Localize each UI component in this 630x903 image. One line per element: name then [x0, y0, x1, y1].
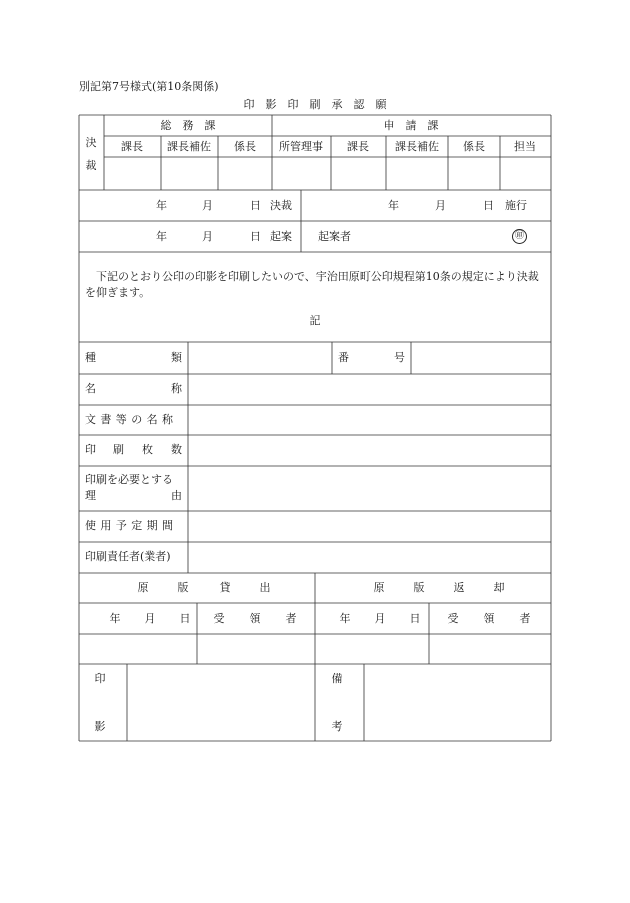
- henkyaku-label-2: 版: [413, 581, 425, 594]
- role-kakarichou-2: 係長: [463, 140, 485, 153]
- role-tantou: 担当: [514, 140, 536, 153]
- inei-label-2: 影: [94, 720, 106, 733]
- kessai-label-1: 決: [85, 136, 97, 149]
- kashidashi-label-4: 出: [259, 581, 271, 594]
- inei-label-1: 印: [94, 672, 106, 685]
- shurui-label-2: 類: [171, 351, 182, 364]
- kessai-month-label: 月: [202, 199, 213, 212]
- maisuu-label-1: 印: [85, 443, 96, 456]
- bangou-label-1: 番: [338, 351, 349, 364]
- kashidashi-year-label: 年: [109, 612, 121, 625]
- kashidashi-day-label: 日: [179, 612, 191, 625]
- henkyaku-label-4: 却: [493, 581, 505, 594]
- shikou-year-label: 年: [388, 199, 399, 212]
- kian-day-label: 日: [250, 230, 261, 243]
- kessai-year-label: 年: [156, 199, 167, 212]
- kessai-date-label: 決裁: [270, 199, 292, 212]
- role-kachou-2: 課長: [347, 140, 369, 153]
- kashidashi-juryou-3: 者: [285, 612, 297, 625]
- riyuu-label-1: 印刷を必要とする: [85, 473, 173, 486]
- shinsei-ka-header: 申 請 課: [383, 119, 439, 132]
- kiansha-label: 起案者: [318, 230, 351, 243]
- maisuu-label-4: 数: [171, 443, 182, 456]
- henkyaku-day-label: 日: [409, 612, 421, 625]
- bunsho-name-label: 文書等の名称: [85, 413, 178, 426]
- form-number: 別記第7号様式(第10条関係): [79, 80, 219, 93]
- role-kakarichou-1: 係長: [234, 140, 256, 153]
- riyuu-label-2b: 由: [171, 489, 182, 502]
- maisuu-label-2: 刷: [113, 443, 124, 456]
- kashidashi-label-1: 原: [137, 581, 149, 594]
- meishou-label-2: 称: [171, 382, 182, 395]
- henkyaku-juryou-2: 領: [483, 612, 495, 625]
- role-kachouhosa-2: 課長補佐: [395, 140, 439, 153]
- kashidashi-label-3: 貸: [219, 581, 231, 594]
- shikou-day-label: 日: [483, 199, 494, 212]
- request-statement: 下記のとおり公印の印影を印刷したいので、宇治田原町公印規程第10条の規定により決裁を仰ぎます。: [85, 270, 539, 299]
- henkyaku-label-3: 返: [453, 581, 465, 594]
- role-kachouhosa-1: 課長補佐: [167, 140, 211, 153]
- shurui-label-1: 種: [85, 351, 96, 364]
- ki-label: 記: [309, 314, 321, 327]
- kashidashi-juryou-2: 領: [249, 612, 261, 625]
- kessai-label-2: 裁: [85, 159, 97, 172]
- role-shokan-riji: 所管理事: [279, 140, 323, 153]
- henkyaku-month-label: 月: [374, 612, 386, 625]
- shikou-date-label: 施行: [505, 199, 527, 212]
- bangou-label-2: 号: [394, 351, 405, 364]
- seal-mark-icon: ㊞: [512, 229, 527, 244]
- maisuu-label-3: 枚: [142, 443, 153, 456]
- kashidashi-juryou-1: 受: [213, 612, 225, 625]
- kian-month-label: 月: [202, 230, 213, 243]
- bikou-label-1: 備: [331, 672, 343, 685]
- page-title: 印 影 印 刷 承 認 願: [243, 98, 387, 111]
- riyuu-label-2a: 理: [85, 489, 96, 502]
- kian-year-label: 年: [156, 230, 167, 243]
- soumu-ka-header: 総 務 課: [160, 119, 216, 132]
- kian-date-label: 起案: [270, 230, 292, 243]
- kashidashi-month-label: 月: [144, 612, 156, 625]
- henkyaku-juryou-3: 者: [519, 612, 531, 625]
- shikou-month-label: 月: [435, 199, 446, 212]
- kikan-label: 使用予定期間: [85, 519, 178, 532]
- bikou-label-2: 考: [331, 720, 343, 733]
- role-kachou-1: 課長: [121, 140, 143, 153]
- meishou-label-1: 名: [85, 382, 96, 395]
- kashidashi-label-2: 版: [177, 581, 189, 594]
- henkyaku-year-label: 年: [339, 612, 351, 625]
- henkyaku-juryou-1: 受: [447, 612, 459, 625]
- sekinin-label: 印刷責任者(業者): [85, 550, 171, 563]
- henkyaku-label-1: 原: [373, 581, 385, 594]
- kessai-day-label: 日: [250, 199, 261, 212]
